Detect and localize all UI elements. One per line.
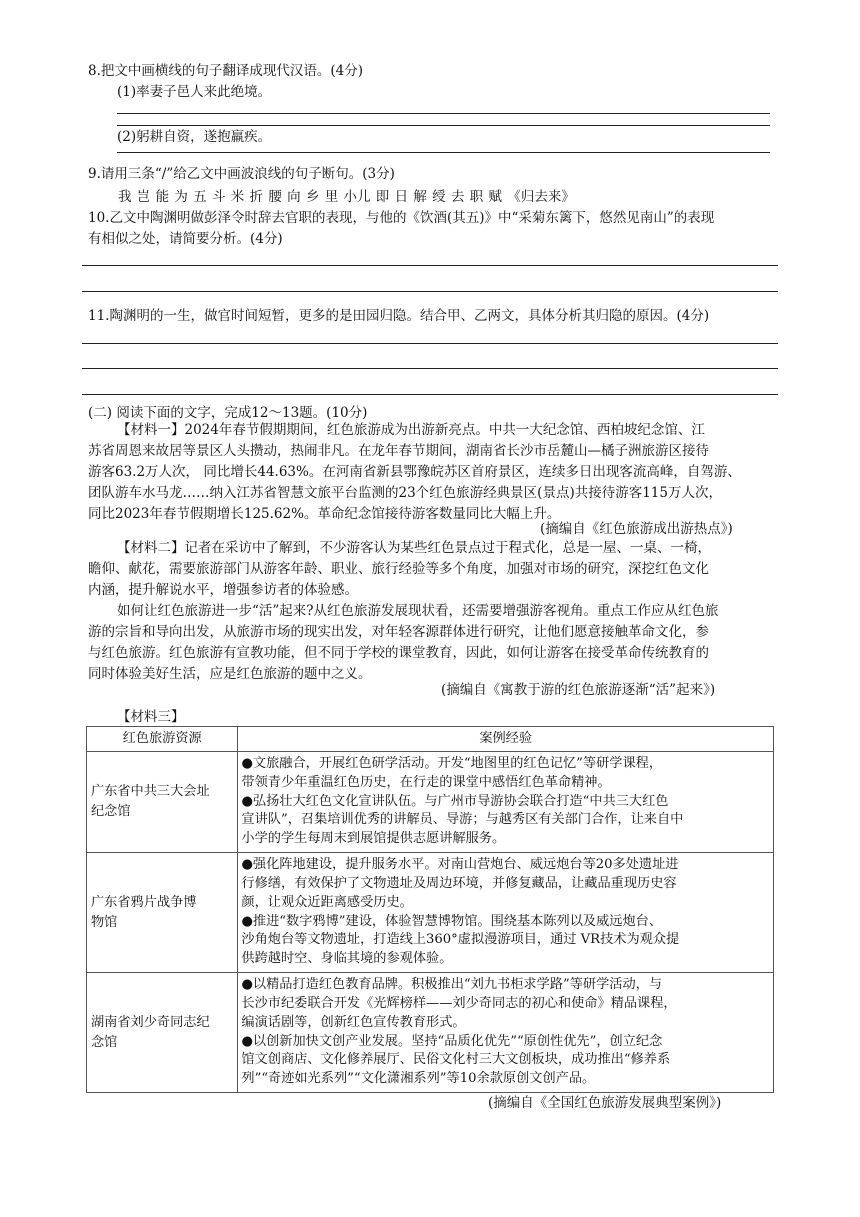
q9-stem: 9.请用三条“/”给乙文中画波浪线的句子断句。(3分) — [88, 166, 395, 182]
experience-line: ●推进“数字鸦博”建设，体验智慧博物馆。围绕基本陈列以及威远炮台、 — [241, 913, 663, 929]
material1-line: 苏省周恩来故居等景区人头攒动，热闹非凡。在龙年春节期间，湖南省长沙市岳麓山—橘子洲旅游区接待 — [88, 443, 709, 459]
resource-name-line: 纪念馆 — [91, 804, 131, 819]
q10-stem-line1: 10.乙文中陶渊明做彭泽令时辞去官职的表现，与他的《饮酒(其五)》中“采菊东篱下，悠然见南山”的表现 — [88, 210, 715, 226]
experience-line: ●弘扬壮大红色文化宣讲队伍。与广州市导游协会联合打造“中共三大红色 — [241, 793, 669, 809]
experience-line: 馆文创商店、文化修养展厅、民俗文化村三大文创板块，成功推出“修养系 — [241, 1052, 671, 1068]
table-row — [87, 973, 774, 1093]
experience-line: 宣讲队”，召集培训优秀的讲解员、导游；与越秀区有关部门合作，让来自中 — [241, 812, 684, 828]
experience-line: ●文旅融合，开展红色研学活动。开发“地图里的红色记忆”等研学课程， — [241, 756, 663, 771]
resource-cell — [87, 853, 238, 973]
resource-name-line: 念馆 — [91, 1034, 118, 1050]
material3-source: (摘编自《全国红色旅游发展典型案例》) — [488, 1095, 722, 1111]
answer-line — [117, 152, 770, 153]
experience-line: ●以精品打造红色教育品牌。积极推出“刘九书柜求学路”等研学活动，与 — [241, 977, 663, 993]
table-header: 红色旅游资源 — [87, 727, 238, 752]
table-row — [87, 853, 774, 973]
material3-label: 【材料三】 — [117, 709, 185, 725]
material1-line: 游客63.2万人次， 同比增长44.63%。在河南省新县鄂豫皖苏区首府景区，连续多日出现客流高峰，自驾游、 — [88, 464, 741, 480]
q8-sentence-2: (2)躬耕自资，遂抱羸疾。 — [117, 129, 272, 145]
material1-line: 同比2023年春节假期增长125.62%。革命纪念馆接待游客数量同比大幅上升。 — [88, 506, 561, 522]
experience-line: 小学的学生每周末到展馆提供志愿讲解服务。 — [241, 831, 506, 847]
experience-line: ●以创新加快文创产业发展。坚持“品质化优先”“原创性优先”，创立纪念 — [241, 1033, 663, 1049]
experience-line: 编演话剧等，创新红色宣传教育形式。 — [241, 1014, 466, 1030]
material2-line: 与红色旅游。红色旅游有宣教功能，但不同于学校的课堂教育，因此，如何让游客在接受革命传统教育的 — [88, 645, 709, 661]
experience-cell — [238, 973, 774, 1093]
section-heading: (二) 阅读下面的文字，完成12～13题。(10分) — [88, 405, 368, 421]
q10-stem-line2: 有相似之处，请简要分析。(4分) — [88, 231, 283, 247]
q9-sentence: 我 岂 能 为 五 斗 米 折 腰 向 乡 里 小儿 即 日 解 绶 去 职 赋 《归去来》 — [118, 189, 575, 205]
q8-stem: 8.把文中画横线的句子翻译成现代汉语。(4分) — [88, 63, 364, 79]
resource-name-line: 广东省中共三大会址 — [91, 784, 210, 799]
experience-cell — [238, 752, 774, 853]
experience-line: 行修缮，有效保护了文物遗址及周边环境，并修复藏品，让藏品重现历史容 — [241, 875, 677, 891]
q11-stem: 11.陶渊明的一生，做官时间短暂，更多的是田园归隐。结合甲、乙两文，具体分析其归隐的原因。(4分) — [88, 308, 710, 324]
experience-line: 沙角炮台等文物遗址，打造线上360°虚拟漫游项目，通过 VR技术为观众提 — [241, 932, 680, 948]
material2-line: 瞻仰、献花，需要旅游部门从游客年龄、职业、旅行经验等多个角度，加强对市场的研究，深挖红色文化 — [88, 561, 709, 577]
material2-source: (摘编自《寓教于游的红色旅游逐渐“活”起来》) — [441, 682, 716, 698]
resource-name-line: 广东省鸦片战争博 — [91, 894, 197, 910]
answer-line — [82, 368, 778, 369]
experience-line: 颜，让观众近距离感受历史。 — [241, 894, 413, 910]
experience-cell — [238, 853, 774, 973]
q8-sentence-1: (1)率妻子邑人来此绝境。 — [117, 84, 272, 100]
material1-line: 团队游车水马龙……纳入江苏省智慧文旅平台监测的23个红色旅游经典景区(景点)共接待游客115万人次， — [88, 485, 722, 501]
material2-line: 如何让红色旅游进一步“活”起来?从红色旅游发展现状看，还需要增强游客视角。重点工作应从红色旅 — [117, 603, 719, 619]
material2-line: 同时体验美好生活，应是红色旅游的题中之义。 — [88, 666, 372, 682]
resource-name-line: 湖南省刘少奇同志纪 — [91, 1014, 210, 1030]
answer-line — [82, 291, 778, 292]
experience-line: 带领青少年重温红色历史，在行走的课堂中感悟红色革命精神。 — [241, 774, 611, 790]
case-table — [86, 726, 774, 1093]
table-header: 案例经验 — [238, 727, 774, 752]
material2-line: 【材料二】记者在采访中了解到，不少游客认为某些红色景点过于程式化，总是一屋、一桌、一椅， — [117, 540, 711, 556]
material1-source: (摘编自《红色旅游成出游热点》) — [540, 521, 733, 537]
answer-line — [82, 343, 778, 344]
experience-line: 列”“奇迹如光系列”“文化潇湘系列”等10余款原创文创产品。 — [241, 1071, 596, 1087]
material2-line: 内涵，提升解说水平，增强参访者的体验感。 — [88, 582, 358, 598]
table-row — [87, 752, 774, 853]
resource-name-line: 物馆 — [91, 914, 118, 930]
experience-line: ●强化阵地建设，提升服务水平。对南山营炮台、威远炮台等20多处遗址进 — [241, 857, 679, 873]
material2-line: 游的宗旨和导向出发，从旅游市场的现实出发，对年轻客源群体进行研究，让他们愿意接触革命文化，参 — [88, 624, 709, 640]
answer-line — [82, 265, 778, 266]
experience-line: 长沙市纪委联合开发《光辉榜样——刘少奇同志的初心和使命》精品课程， — [241, 995, 677, 1011]
table-header-row — [87, 727, 774, 752]
resource-cell — [87, 973, 238, 1093]
resource-cell — [87, 752, 238, 853]
material1-line: 【材料一】2024年春节假期期间，红色旅游成为出游新亮点。中共一大纪念馆、西柏坡纪念馆、江 — [117, 422, 705, 438]
answer-line — [117, 113, 770, 114]
experience-line: 供跨越时空、身临其境的参观体验。 — [241, 951, 453, 967]
answer-line — [82, 394, 778, 395]
